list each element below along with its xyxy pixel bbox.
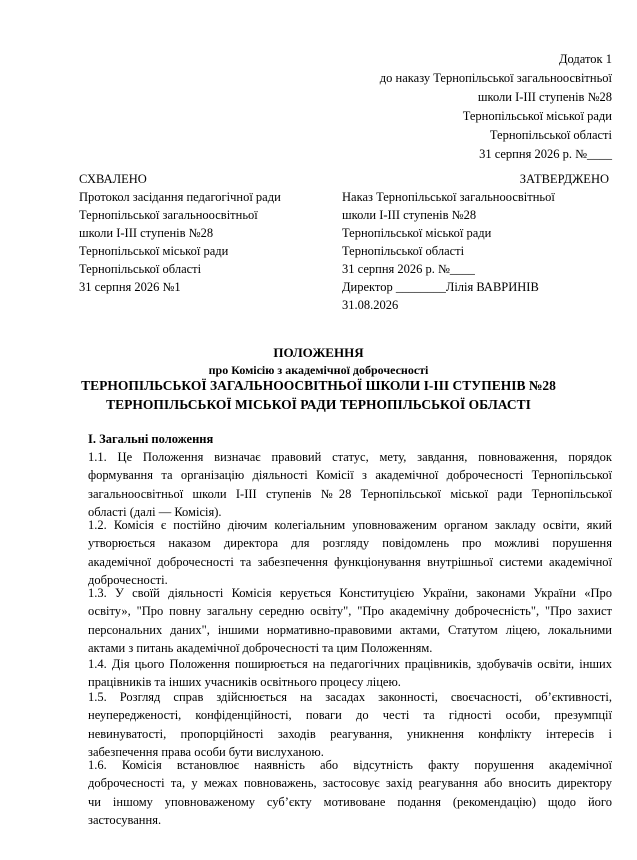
paragraph-line: невинуватості, пропорційності заходів реагування, уникнення конфлікту інтересів і	[88, 726, 612, 741]
approved-left-line: Тернопільської міської ради	[79, 244, 229, 258]
annex-line: Тернопільської області	[489, 128, 612, 142]
title-line-4: ТЕРНОПІЛЬСЬКОЇ МІСЬКОЇ РАДИ ТЕРНОПІЛЬСЬКОЇ ОБЛАСТІ	[106, 397, 531, 412]
title-line-3: ТЕРНОПІЛЬСЬКОЇ ЗАГАЛЬНООСВІТНЬОЇ ШКОЛИ І-ІІІ СТУПЕНІВ №28	[81, 378, 556, 393]
approved-right-line: Наказ Тернопільської загальноосвітньої	[342, 190, 555, 204]
paragraph-line: чи іншому уповноваженому суб’єкту мотивоване подання (рекомендацію) щодо його	[88, 794, 612, 809]
paragraph-1-3	[88, 584, 612, 657]
approved-left-line: 31 серпня 2026 №1	[79, 280, 181, 294]
approved-left-heading: СХВАЛЕНО	[79, 172, 147, 186]
title-line-2: про Комісію з академічної доброчесності	[208, 363, 429, 377]
paragraph-line: 1.1. Це Положення визначає правовий статус, мету, завдання, повноваження, порядок	[88, 450, 612, 464]
paragraph-line: доброчесності.	[88, 572, 168, 587]
paragraph-line: 1.5. Розгляд справ здійснюється на засадах законності, своєчасності, об’єктивності,	[88, 690, 612, 704]
paragraph-line: академічної доброчесності та забезпечення функціонування внутрішньої системи академічної	[88, 554, 612, 569]
paragraph-line: персональних даних", іншими нормативно-правовими актами, Статутом ліцею, локальними	[88, 622, 612, 637]
annex-line: Додаток 1	[559, 52, 612, 66]
approved-left-line: Тернопільської області	[79, 262, 202, 276]
annex-line: до наказу Тернопільської загальноосвітньої	[379, 71, 612, 85]
paragraph-1-2	[88, 516, 612, 589]
approved-left-line: Тернопільської загальноосвітньої	[79, 208, 258, 222]
paragraph-line: забезпечення права особи бути вислуханою.	[88, 744, 324, 759]
paragraph-line: 1.4. Дія цього Положення поширюється на педагогічних працівників, здобувачів освіти, інших	[88, 657, 612, 671]
paragraph-line: доброчесності та, у межах повноважень, застосовує захід реагування або вносить директору	[88, 776, 612, 791]
approved-right-line: школи І-ІІІ ступенів №28	[342, 208, 477, 222]
paragraph-1-6	[88, 756, 612, 829]
approved-left-line: Протокол засідання педагогічної ради	[79, 190, 281, 204]
approved-right-line: Тернопільської області	[342, 244, 465, 258]
paragraph-1-5	[88, 688, 612, 761]
director-signature-line: Директор ________Лілія ВАВРИНІВ	[342, 280, 539, 294]
paragraph-line: утворюється наказом директора для розгляду повідомлень про можливі порушення	[88, 536, 612, 551]
annex-line: школи І-ІІІ ступенів №28	[477, 90, 612, 104]
approved-left-line: школи І-ІІІ ступенів №28	[79, 226, 214, 240]
approved-right-date: 31.08.2026	[342, 298, 399, 312]
paragraph-line: неупередженості, конфіденційності, поваги до честі та гідності особи, презумпції	[88, 708, 612, 723]
paragraph-line: формування та організацію діяльності Комісії з академічної доброчесності Тернопільської	[88, 468, 612, 483]
paragraph-1-1	[88, 448, 612, 521]
paragraph-line: актами з питань академічної доброчесності та цим Положенням.	[88, 640, 433, 655]
approved-right-line: 31 серпня 2026 р. №____	[342, 262, 475, 276]
approved-right-heading: ЗАТВЕРДЖЕНО	[519, 172, 609, 186]
paragraph-line: працівників та інших учасників освітнього процесу ліцею.	[88, 675, 401, 690]
paragraph-line: області (далі — Комісія).	[88, 504, 222, 519]
approved-right-line: Тернопільської міської ради	[342, 226, 492, 240]
paragraph-line: 1.2. Комісія є постійно діючим колегіальним уповноваженим органом закладу освіти, який	[88, 518, 612, 532]
paragraph-1-4	[88, 655, 612, 692]
paragraph-line: загальноосвітньої школи І-ІІІ ступенів №28 Тернопільської міської ради Тернопільської	[88, 486, 612, 501]
title-line-1: ПОЛОЖЕННЯ	[273, 345, 364, 360]
annex-line: Тернопільської міської ради	[462, 109, 612, 123]
paragraph-line: освіту», "Про повну загальну середню освіту", "Про академічну доброчесність", "Про захист	[88, 604, 612, 619]
paragraph-line: 1.6. Комісія встановлює наявність або відсутність факту порушення академічної	[88, 758, 612, 772]
paragraph-line: 1.3. У своїй діяльності Комісія керується Конституцією України, законами України «Про	[88, 586, 612, 600]
annex-line: 31 серпня 2026 р. №____	[479, 147, 612, 161]
section-heading: І. Загальні положення	[88, 432, 214, 446]
paragraph-line: застосування.	[88, 812, 162, 827]
